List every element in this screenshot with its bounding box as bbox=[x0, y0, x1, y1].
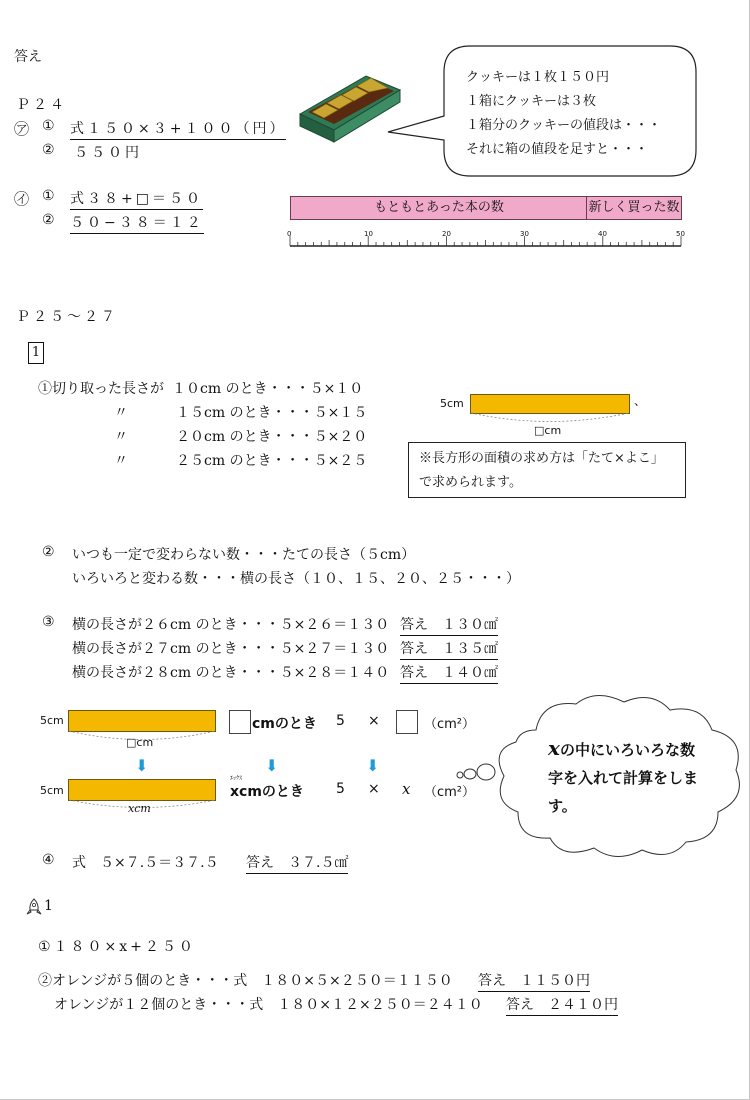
q4-answer: 答え ３７.５㎠ bbox=[246, 852, 348, 874]
item-number: ② bbox=[42, 544, 55, 560]
rocket-icon bbox=[26, 898, 42, 916]
q3-answer: 答え １４０㎠ bbox=[400, 662, 498, 684]
speech-line: クッキーは１枚１５０円 bbox=[466, 70, 610, 85]
fig-x-label: xcm bbox=[128, 802, 151, 815]
item-number: ① bbox=[42, 188, 55, 204]
q3-row: 横の長さが２７cm のとき・・・５×２７＝１３０ bbox=[72, 641, 390, 657]
cloud-line: 字を入れて計算をしま bbox=[548, 769, 699, 787]
p24-i-formula: 式３８+□＝５０ bbox=[70, 188, 203, 210]
ruler-label: 0 bbox=[287, 230, 292, 238]
ruler bbox=[284, 226, 688, 252]
ruler-label: 30 bbox=[520, 230, 529, 238]
q1-prefix: ①切り取った長さが bbox=[38, 381, 164, 397]
fig-height-label: 5cm bbox=[40, 714, 64, 727]
ditto-mark: 〃 bbox=[114, 405, 128, 421]
tape-original-label: もともとあった本の数 bbox=[374, 200, 504, 215]
q2-line2: いろいろと変わる数・・・横の長さ（１０、１５、２０、２５・・・） bbox=[72, 571, 520, 587]
rect-width-label: □cm bbox=[534, 424, 562, 437]
row2-mid: xcmのとき bbox=[230, 784, 304, 800]
cloud-line: す。 bbox=[548, 797, 577, 815]
figure-bar-bottom bbox=[68, 779, 216, 801]
note-line: で求められます。 bbox=[419, 475, 522, 490]
section-heading-p25-27: Ｐ２５〜２７ bbox=[16, 309, 118, 325]
q3-row: 横の長さが２８cm のとき・・・５×２８＝１４０ bbox=[72, 665, 390, 681]
extra-number: 1 bbox=[44, 898, 53, 914]
extra-q1: ①１８０×x+２５０ bbox=[38, 939, 196, 955]
figure-bar-top bbox=[68, 710, 216, 732]
thought-cloud-text bbox=[548, 734, 698, 820]
down-arrow-icon: ⬇ bbox=[366, 756, 380, 775]
extra-q2-answer: 答え ２４１０円 bbox=[506, 994, 618, 1016]
rectangle-bar bbox=[470, 394, 630, 414]
ruby-text: ｴｯｸｽ bbox=[230, 775, 243, 782]
item-number: ① bbox=[42, 118, 55, 134]
cloud-line: の中にいろいろな数 bbox=[559, 741, 695, 759]
unit: （cm²） bbox=[424, 785, 476, 800]
q3-answer: 答え １３５㎠ bbox=[400, 638, 498, 660]
note-line: ※長方形の面積の求め方は「たて×よこ」 bbox=[419, 451, 664, 466]
speech-line: それに箱の値段を足すと・・・ bbox=[466, 142, 649, 157]
mark-i: ㋑ bbox=[14, 190, 30, 208]
tape-original bbox=[290, 196, 588, 220]
rect-height-label: 5cm bbox=[440, 397, 464, 410]
extra-q2-row: オレンジが１２個のとき・・・式 １８０×１２×２５０＝２４１０ bbox=[54, 997, 483, 1013]
tape-bought-label: 新しく買った数 bbox=[588, 200, 680, 215]
item-number: ② bbox=[42, 212, 55, 228]
q1-line: １０cm のとき・・・５×１０ bbox=[172, 381, 364, 397]
fig-height-label: 5cm bbox=[40, 784, 64, 797]
item-number: ② bbox=[42, 142, 55, 158]
speech-line: １箱にクッキーは３枚 bbox=[466, 94, 597, 109]
page-title: 答え bbox=[14, 49, 42, 65]
five: 5 bbox=[336, 781, 345, 797]
blank-box bbox=[229, 710, 251, 734]
q2-line1: いつも一定で変わらない数・・・たての長さ（５cm） bbox=[72, 547, 416, 563]
problem-number-box: 1 bbox=[28, 342, 44, 364]
times: × bbox=[368, 781, 380, 797]
ruler-label: 20 bbox=[442, 230, 451, 238]
speech-bubble-text bbox=[466, 66, 661, 162]
ditto-mark: 〃 bbox=[114, 453, 128, 469]
note-box bbox=[408, 442, 686, 498]
down-arrow-icon: ⬇ bbox=[135, 756, 149, 775]
fig-box-label: □cm bbox=[126, 736, 154, 749]
item-number: ④ bbox=[42, 852, 55, 868]
down-arrow-icon: ⬇ bbox=[265, 756, 279, 775]
q1-line: ２０cm のとき・・・５×２０ bbox=[176, 429, 368, 445]
mark-a: ㋐ bbox=[14, 120, 30, 138]
p24-i-answer: ５０−３８＝１２ bbox=[70, 212, 204, 234]
blank-box bbox=[396, 710, 418, 734]
times: × bbox=[368, 713, 380, 729]
section-heading-p24: Ｐ２４ bbox=[16, 97, 67, 113]
x-glyph: x bbox=[548, 736, 560, 760]
q4-formula: 式 ５×７.５＝３７.５ bbox=[72, 855, 219, 871]
ditto-mark: 〃 bbox=[114, 429, 128, 445]
ruler-label: 40 bbox=[598, 230, 607, 238]
q3-row: 横の長さが２６cm のとき・・・５×２６＝１３０ bbox=[72, 617, 390, 633]
extra-q2-row: ②オレンジが５個のとき・・・式 １８０×５×２５０＝１１５０ bbox=[38, 973, 453, 989]
row1-mid: cmのとき bbox=[252, 716, 317, 732]
q1-line: ２５cm のとき・・・５×２５ bbox=[176, 453, 368, 469]
p24-a-formula: 式１５０×３+１００（円） bbox=[70, 118, 286, 140]
p24-a-answer: ５５０円 bbox=[74, 145, 142, 161]
unit: （cm²） bbox=[424, 717, 476, 732]
q1-line: １５cm のとき・・・５×１５ bbox=[176, 405, 368, 421]
ruler-label: 10 bbox=[364, 230, 373, 238]
ruler-label: 50 bbox=[676, 230, 685, 238]
x-variable: x bbox=[402, 780, 411, 798]
five: 5 bbox=[336, 713, 345, 729]
extra-q2-answer: 答え １１５０円 bbox=[478, 970, 590, 992]
rect-tail: 、 bbox=[634, 394, 647, 408]
item-number: ③ bbox=[42, 614, 55, 630]
q3-answer: 答え １３０㎠ bbox=[400, 614, 498, 636]
speech-line: １箱分のクッキーの値段は・・・ bbox=[466, 118, 662, 133]
tape-bought bbox=[586, 196, 682, 220]
